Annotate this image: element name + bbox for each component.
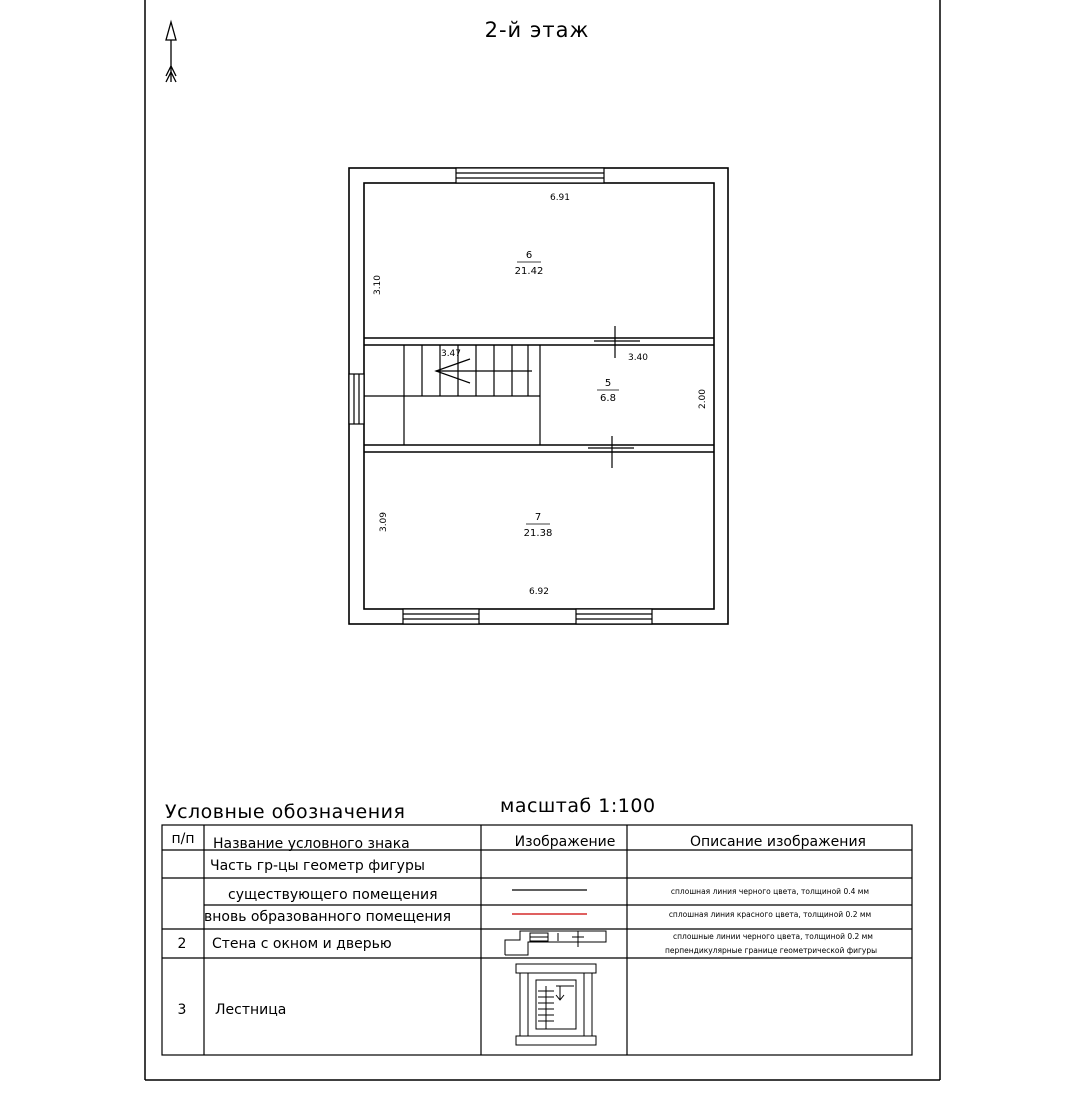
row-5-num: 3 <box>177 1002 187 1018</box>
dim-room6-height: 3.10 <box>373 274 383 296</box>
row-3-description: сплошная линия красного цвета, толщиной 0.2 мм <box>668 910 872 919</box>
row-1-name: Часть гр-цы геометр фигуры <box>210 858 425 874</box>
room-5-number: 5 <box>604 378 612 389</box>
dim-corridor-width: 3.40 <box>627 353 649 363</box>
row-2-name: существующего помещения <box>228 887 438 903</box>
dim-corridor-height: 2.00 <box>698 388 708 410</box>
window-bottom-right <box>576 609 652 624</box>
room-5-area: 6.8 <box>600 393 616 404</box>
row-2-description: сплошная линия черного цвета, толщиной 0.4 мм <box>670 887 870 896</box>
floor-title: 2-й этаж <box>484 18 590 42</box>
row-4-num: 2 <box>177 936 187 952</box>
header-name: Название условного знака <box>213 836 410 852</box>
header-num: п/п <box>171 831 195 847</box>
dim-room7-height: 3.09 <box>379 511 389 533</box>
dim-top-width: 6.91 <box>549 193 571 203</box>
window-bottom-left <box>403 609 479 624</box>
dim-bottom-width: 6.92 <box>528 587 550 597</box>
dim-stair-width: 3.47 <box>440 349 462 359</box>
row-3-name: вновь образованного помещения <box>204 909 452 925</box>
row-4-description-2: перпендикулярные границе геометрической фигуры <box>664 946 878 955</box>
header-image: Изображение <box>514 834 616 850</box>
staircase <box>364 345 540 445</box>
legend-rows <box>178 858 878 1018</box>
row-5-name: Лестница <box>215 1002 287 1018</box>
room-6-number: 6 <box>525 250 533 261</box>
room-labels <box>515 250 619 539</box>
wall-window-door-icon <box>505 931 606 955</box>
header-description: Описание изображения <box>690 834 866 850</box>
legend-title: Условные обозначения <box>165 801 406 823</box>
window-top <box>456 168 604 183</box>
window-left <box>349 374 364 424</box>
north-arrow-icon <box>166 22 176 82</box>
row-4-name: Стена с окном и дверью <box>212 936 392 952</box>
staircase-icon <box>516 964 596 1045</box>
legend-header <box>171 831 866 852</box>
row-4-description: сплошные линии черного цвета, толщиной 0.2 мм <box>673 932 873 941</box>
legend-scale: масштаб 1:100 <box>500 795 656 817</box>
room-7-area: 21.38 <box>523 528 553 539</box>
room-6-area: 21.42 <box>514 266 544 277</box>
room-7-number: 7 <box>534 512 542 523</box>
